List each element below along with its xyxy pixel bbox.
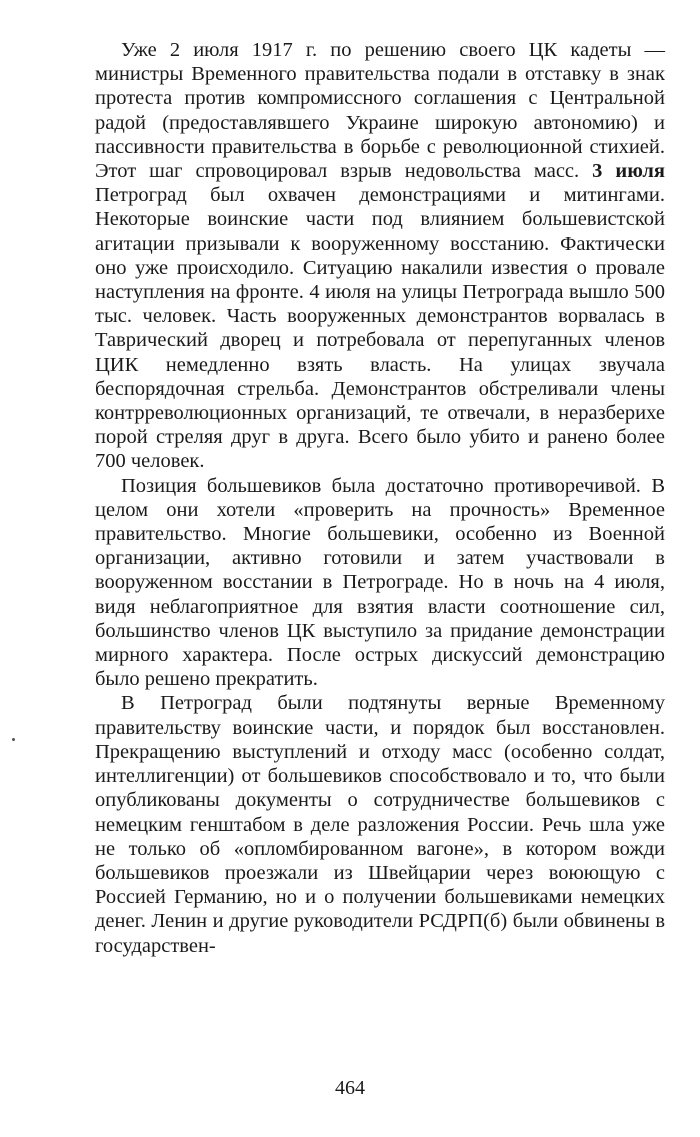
page-number: 464 [335, 1077, 365, 1099]
paragraph-1-text-a: Уже 2 июля 1917 г. по решению своего ЦК кадеты — министры Временного правительства подали в отставку в знак протеста против компромиссного соглашения с Центральной радой (предоставлявшего Украине широкую автономию) и пассивности правительства в борьбе с революционной стихией. Этот шаг спровоцировал взрыв недовольства масс. [95, 39, 665, 183]
page-body [95, 38, 665, 958]
paragraph-1-bold-date: 3 июля [592, 160, 665, 183]
scan-speck [12, 738, 15, 741]
paragraph-2: Позиция большевиков была достаточно противоречивой. В целом они хотели «проверить на прочность» Временное правительство. Многие большевики, особенно из Военной организации, активно готовили и затем участвовали в вооруженном восстании в Петрограде. Но в ночь на 4 июля, видя неблагоприятное для взятия власти соотношение сил, большинство членов ЦК выступило за придание демонстрации мирного характера. После острых дискуссий демонстрацию было решено прекратить. [95, 474, 665, 691]
paragraph-1 [95, 38, 665, 474]
paragraph-1-text-b: Петроград был охвачен демонстрациями и митингами. Некоторые воинские части под влиянием большевистской агитации призывали к вооруженному восстанию. Фактически оно уже происходило. Ситуацию накалили известия о провале наступления на фронте. 4 июля на улицы Петрограда вышло 500 тыс. человек. Часть вооруженных демонстрантов ворвалась в Таврический дворец и потребовала от перепуганных членов ЦИК немедленно взять власть. На улицах звучала беспорядочная стрельба. Демонстрантов обстреливали члены контрреволюционных организаций, те отвечали, в неразберихе порой стреляя друг в друга. Всего было убито и ранено более 700 человек. [95, 184, 665, 473]
paragraph-3: В Петроград были подтянуты верные Временному правительству воинские части, и порядок был восстановлен. Прекращению выступлений и отходу масс (особенно солдат, интеллигенции) от большевиков способствовало и то, что были опубликованы документы о сотрудничестве большевиков с немецким генштабом в деле разложения России. Речь шла уже не только об «опломбированном вагоне», в котором вожди большевиков проезжали из Швейцарии через воюющую с Россией Германию, но и о получении большевиками немецких денег. Ленин и другие руководители РСДРП(б) были обвинены в государствен- [95, 692, 665, 957]
